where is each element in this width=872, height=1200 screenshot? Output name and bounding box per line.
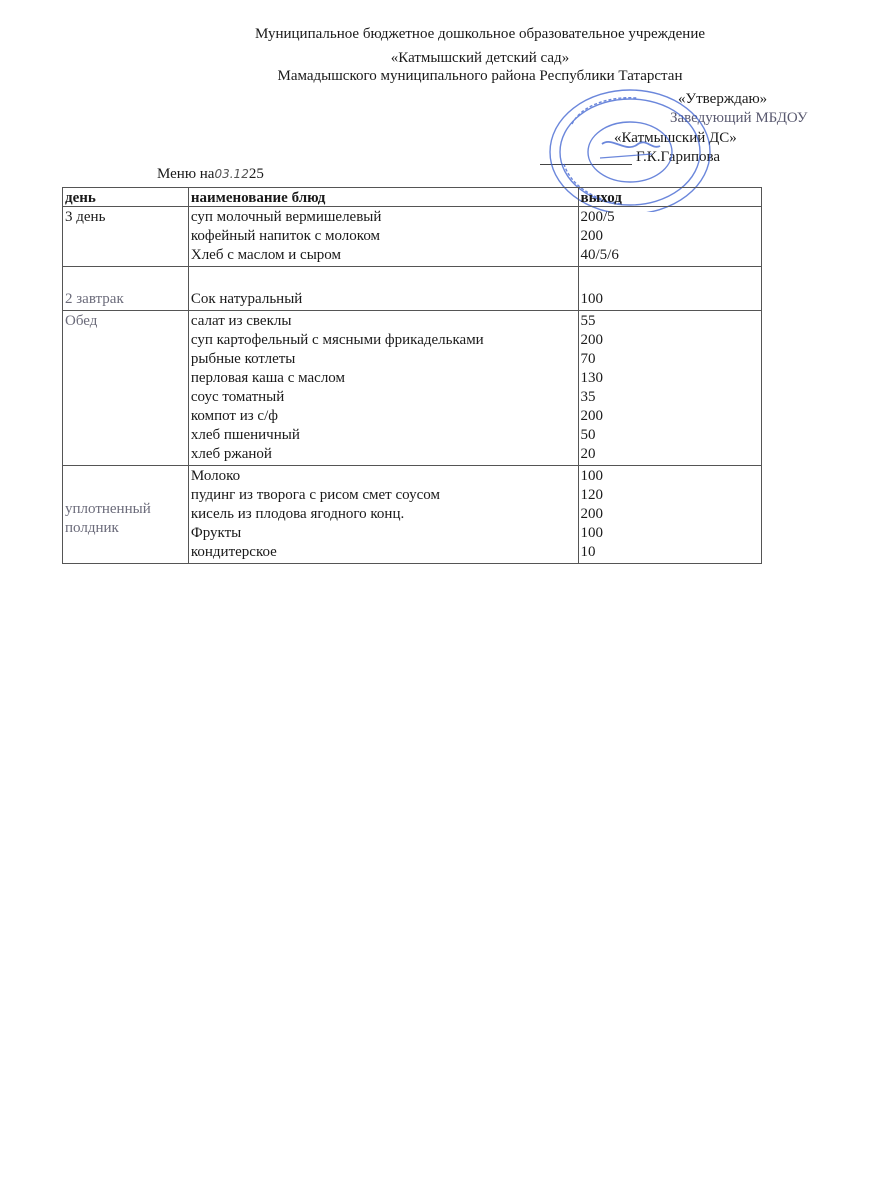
portion-value: 35	[580, 389, 596, 405]
dish-name: рыбные котлеты	[190, 351, 296, 367]
dish-name: кондитерское	[190, 544, 277, 560]
portion-value: 70	[580, 351, 596, 367]
portion-value: 40/5/6	[580, 247, 619, 263]
portion-value: 100	[580, 468, 603, 484]
dish-name: суп молочный вермишелевый	[190, 209, 382, 225]
menu-table	[62, 187, 762, 564]
dish-name: хлеб пшеничный	[190, 427, 300, 443]
dish-name: перловая каша с маслом	[190, 370, 346, 386]
dish-name: Сок натуральный	[190, 291, 303, 307]
portion-value: 200/5	[580, 209, 615, 225]
portion-list	[578, 267, 762, 311]
dish-list	[188, 466, 578, 564]
dish-name: соус томатный	[190, 389, 285, 405]
section-name: уплотненный полдник	[63, 466, 189, 564]
portion-value: 130	[580, 370, 603, 386]
section-row-lunch	[63, 311, 762, 466]
org-name-line1: Муниципальное бюджетное дошкольное образовательное учреждение	[255, 26, 705, 42]
dish-list	[188, 267, 578, 311]
dish-list	[188, 311, 578, 466]
section-name: 3 день	[63, 207, 189, 267]
menu-date-handwritten: 03.12	[214, 167, 249, 181]
dish-name: Хлеб с маслом и сыром	[190, 247, 341, 263]
portion-value: 50	[580, 427, 596, 443]
header-day: день	[63, 188, 189, 207]
dish-name: пудинг из творога с рисом смет соусом	[190, 487, 440, 503]
approval-position: Заведующий МБДОУ	[670, 110, 808, 126]
dish-name: суп картофельный с мясными фрикадельками	[190, 332, 484, 348]
dish-name: кофейный напиток с молоком	[190, 228, 381, 244]
portion-value: 20	[580, 446, 596, 462]
approval-title: «Утверждаю»	[678, 91, 768, 107]
portion-value: 200	[580, 228, 603, 244]
dish-list	[188, 207, 578, 267]
portion-value: 100	[580, 525, 603, 541]
menu-title	[157, 166, 264, 183]
portion-list	[578, 311, 762, 466]
dish-name: Молоко	[190, 468, 241, 484]
dish-name: кисель из плодова ягодного конц.	[190, 506, 405, 522]
header-portion: выход	[578, 188, 762, 207]
portion-value: 200	[580, 332, 603, 348]
portion-list	[578, 207, 762, 267]
portion-value: 100	[580, 291, 603, 307]
portion-value: 120	[580, 487, 603, 503]
org-name-line3: Мамадышского муниципального района Республики Татарстан	[277, 68, 683, 84]
portion-list	[578, 466, 762, 564]
header-dish-name: наименование блюд	[188, 188, 578, 207]
section-name: Обед	[63, 311, 189, 466]
portion-value: 200	[580, 408, 603, 424]
approval-organization: «Катмышский ДС»	[614, 130, 737, 146]
dish-name: компот из с/ф	[190, 408, 278, 424]
section-name: 2 завтрак	[63, 267, 189, 311]
dish-name: Фрукты	[190, 525, 242, 541]
portion-value: 10	[580, 544, 596, 560]
section-row-second-breakfast	[63, 267, 762, 311]
portion-value: 200	[580, 506, 603, 522]
dish-name: салат из свеклы	[190, 313, 292, 329]
section-row-breakfast	[63, 207, 762, 267]
menu-title-prefix: Меню на	[157, 166, 215, 182]
org-name-line2: «Катмышский детский сад»	[390, 50, 570, 66]
dish-name: хлеб ржаной	[190, 446, 272, 462]
section-row-afternoon-snack	[63, 466, 762, 564]
portion-value: 55	[580, 313, 596, 329]
table-header-row	[63, 188, 762, 207]
approval-signatory: Г.К.Гарипова	[636, 149, 721, 165]
menu-date-suffix: 25	[248, 166, 264, 182]
